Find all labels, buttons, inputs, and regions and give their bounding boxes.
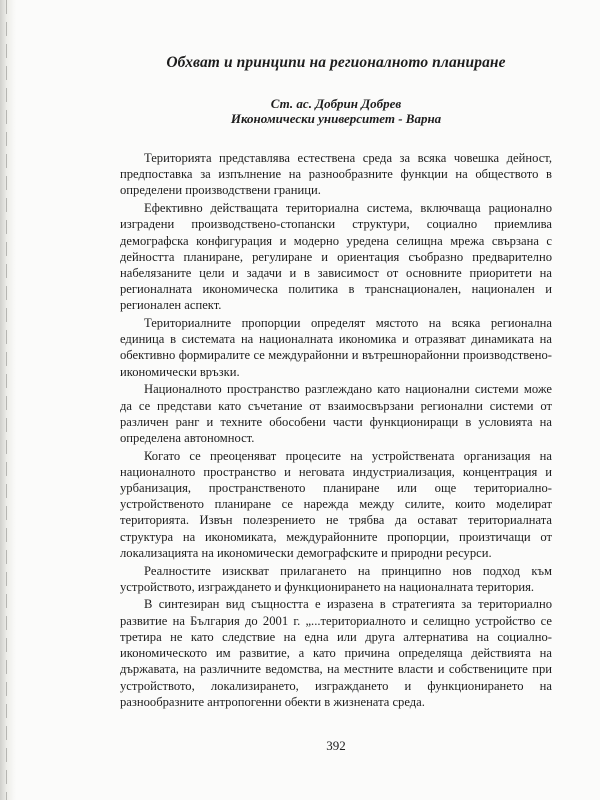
- paragraph: Ефективно действащата териториална система, включваща рационално изградени производствено-стопански структури, социално приемлива демографска конфигурация и модерно уредена селищна мрежа свързана с дейността планиране, регулиране и ориентация съобразно предварително набелязаните цели и задачи и в зависимост от основните приоритети на регионалната икономическа политика в транснационален, национален и регионален аспект.: [120, 201, 552, 313]
- paragraph: Националното пространство разглеждано като национални системи може да се представи като съчетание от взаимосвързани регионални системи от различен ранг и техните обособени части функциониращи в условията на определена автономност.: [120, 382, 552, 445]
- article-title: Обхват и принципи на регионалното планиране: [166, 54, 506, 71]
- binding-edge-shadow: [0, 0, 16, 800]
- paragraph: Териториалните пропорции определят мястото на всяка регионална единица в системата на националната икономика и отразяват динамиката на обективно формиралите се междурайонни и вътрешнорайонни производствено-икономически връзки.: [120, 316, 552, 379]
- paragraph: Когато се преоценяват процесите на устройствената организация на националното пространство и неговата индустриализация, концентрация и урбанизация, пространственото планиране или още териториално-устройственото планиране се нарежда между силите, които моделират територията. Извън полезрението не трябва да остават териториалната структура на икономиката, междурайонните пропорции, произтичащи от локализацията на икономически демографските и природни ресурси.: [120, 448, 552, 560]
- article-body: [120, 150, 552, 710]
- paragraph: Територията представлява естествена среда за всяка човешка дейност, предпоставка за изпълнение на разнообразните функции на обществото в определени производствени граници.: [120, 151, 552, 198]
- paragraph: Реалностите изискват прилагането на принципно нов подход към устройството, изграждането и функционирането на националната територия.: [120, 563, 552, 594]
- paragraph: В синтезиран вид същността е изразена в стратегията за териториално развитие на България до 2001 г. „...териториалното и селищно устройство се третира не като следствие на една или друга алтернатива на социално-икономическото им развитие, а като причина определяща действията на държавата, на различните ведомства, на местните власти и собствениците при устройството, локализирането, изграждането и функционирането на разнообразните антропогенни обекти в жизнената среда.: [120, 597, 552, 709]
- article: [120, 54, 552, 711]
- author-affiliation: Икономически университет - Варна: [230, 111, 442, 126]
- author-block: [120, 96, 552, 126]
- page-number: 392: [326, 738, 346, 753]
- author-name: Ст. ас. Добрин Добрев: [270, 96, 402, 111]
